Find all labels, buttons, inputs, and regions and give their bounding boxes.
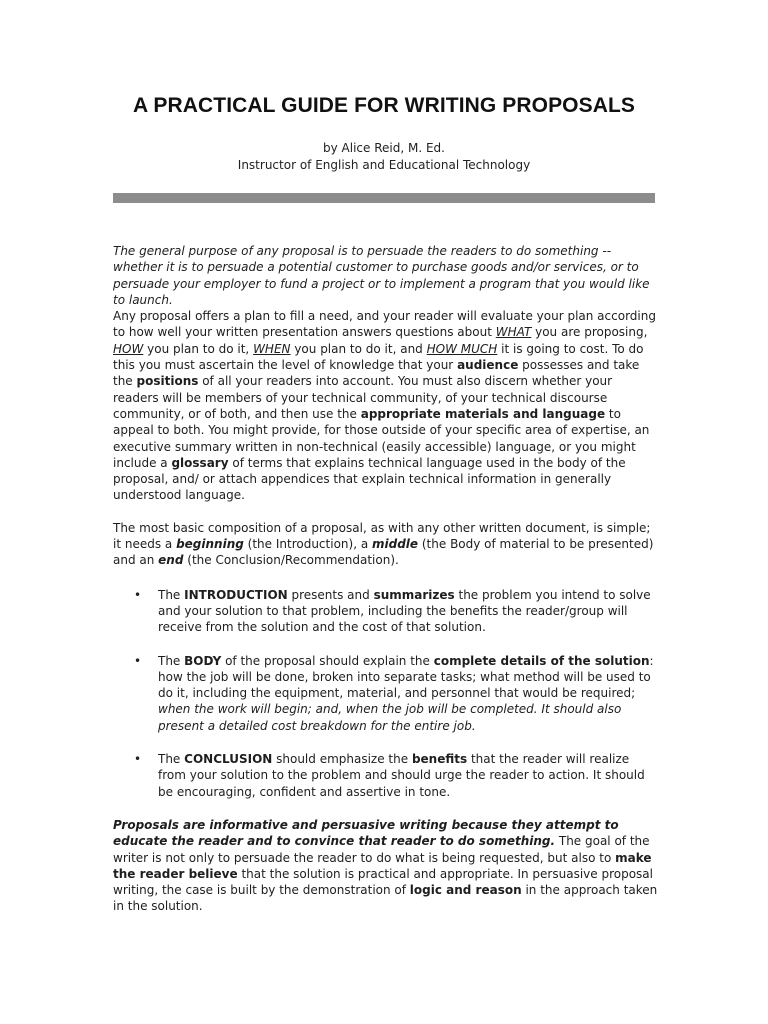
paragraph-gap [113, 800, 658, 817]
text-span: of the proposal should explain the [221, 653, 434, 668]
keyword-middle: middle [372, 537, 419, 552]
keyword-when: WHEN [253, 341, 291, 356]
bullet-icon: • [134, 587, 142, 602]
text-span: to appeal to both. You might provide, for those outside of your specific area of expertise, an executive summary written in non-technical (easily accessible) language, or you might include a [113, 406, 650, 470]
keyword-beginning: beginning [176, 537, 244, 552]
byline [0, 140, 768, 174]
text-span: The [158, 587, 185, 602]
keyword-body: BODY [184, 653, 222, 668]
italic-span: when the work will begin; and, when the job will be completed. It should also present a detailed cost breakdown for the entire job. [158, 702, 622, 733]
text-span: you plan to do it, [143, 341, 254, 356]
keyword-make-reader-believe: make the reader believe [113, 850, 652, 881]
text-span: possesses and take the [113, 358, 640, 389]
keyword-logic-reason: logic and reason [409, 883, 522, 898]
intro-paragraph: The general purpose of any proposal is to persuade the readers to do something -- whether it is to persuade a potential customer to purchase goods and/or services, or to persuade your employer to fund a project or to implement a program that you would like to launch. [113, 244, 650, 307]
text-span: the problem you intend to solve and your solution to that problem, including the benefits the reader/group will receive from the solution and the cost of that solution. [158, 587, 651, 635]
text-span: that the reader will realize from your solution to the problem and should urge the reader to action. It should be encouraging, confident and assertive in tone. [158, 752, 645, 799]
keyword-conclusion: CONCLUSION [184, 752, 273, 767]
keyword-how: HOW [113, 341, 144, 356]
paragraph-gap [113, 504, 658, 520]
keyword-audience: audience [457, 358, 519, 373]
keyword-introduction: INTRODUCTION [184, 587, 288, 602]
keyword-end: end [158, 553, 184, 568]
text-span: you plan to do it, and [290, 341, 427, 356]
text-span: The goal of the writer is not only to persuade the reader to do what is being requested, but also to [113, 834, 650, 865]
author-position: Instructor of English and Educational Technology [237, 158, 531, 172]
text-span: (the Body of material to be presented) and an [113, 537, 654, 568]
text-span: (the Introduction), a [243, 537, 372, 552]
text-span: that the solution is practical and appropriate. In persuasive proposal writing, the case is built by the demonstration of [113, 866, 653, 898]
keyword-materials: appropriate materials and language [360, 406, 606, 421]
text-span: you are proposing, [531, 325, 648, 340]
text-span: in the approach taken in the solution. [113, 883, 658, 914]
text-span: (the Conclusion/Recommendation). [183, 553, 399, 568]
plan-paragraph [113, 308, 658, 504]
list-gap [113, 734, 658, 751]
horizontal-divider [113, 193, 655, 203]
author-line: by Alice Reid, M. Ed. [323, 141, 445, 155]
list-item-body [113, 653, 658, 734]
list-item-introduction [113, 587, 658, 636]
text-span: should emphasize the [272, 752, 412, 767]
text-span: : how the job will be done, broken into separate tasks; what method will be used to do it, including the equipment, material, and personnel that would be required; [158, 653, 654, 701]
composition-paragraph [113, 520, 658, 569]
text-span: The most basic composition of a proposal, as with any other written document, is simple; it needs a [113, 520, 651, 552]
text-span: Any proposal offers a plan to fill a need, and your reader will evaluate your plan according to how well your written presentation answers questions about [113, 309, 656, 340]
document-body [113, 243, 658, 915]
keyword-complete-details: complete details of the solution [433, 653, 650, 668]
keyword-what: WHAT [495, 325, 532, 340]
keyword-positions: positions [136, 374, 199, 389]
keyword-glossary: glossary [171, 455, 229, 470]
bullet-icon: • [134, 752, 142, 767]
text-span: of terms that explains technical language used in the body of the proposal, and/ or attach appendices that explain technical information in generally understood language. [113, 455, 626, 503]
document-title: A PRACTICAL GUIDE FOR WRITING PROPOSALS [132, 94, 636, 117]
keyword-summarizes: summarizes [373, 587, 455, 602]
text-span: The [158, 653, 185, 668]
bold-italic-sentence: Proposals are informative and persuasive writing because they attempt to educate the reader and to convince that reader to do something. [113, 817, 619, 849]
list-gap [113, 636, 658, 653]
paragraph-gap [113, 569, 658, 587]
bullet-icon: • [134, 653, 142, 668]
list-item-conclusion [113, 751, 658, 800]
text-span: The [158, 752, 185, 767]
bullet-list [113, 587, 658, 800]
text-span: it is going to cost. To do this you must ascertain the level of knowledge that your [113, 341, 644, 373]
text-span: of all your readers into account. You must also discern whether your readers will be members of your technical community, of your technical discourse community, or of both, and then use the [113, 374, 613, 421]
keyword-benefits: benefits [411, 752, 468, 767]
persuasive-paragraph [113, 817, 658, 915]
keyword-how-much: HOW MUCH [426, 341, 498, 356]
text-span: presents and [287, 587, 374, 602]
